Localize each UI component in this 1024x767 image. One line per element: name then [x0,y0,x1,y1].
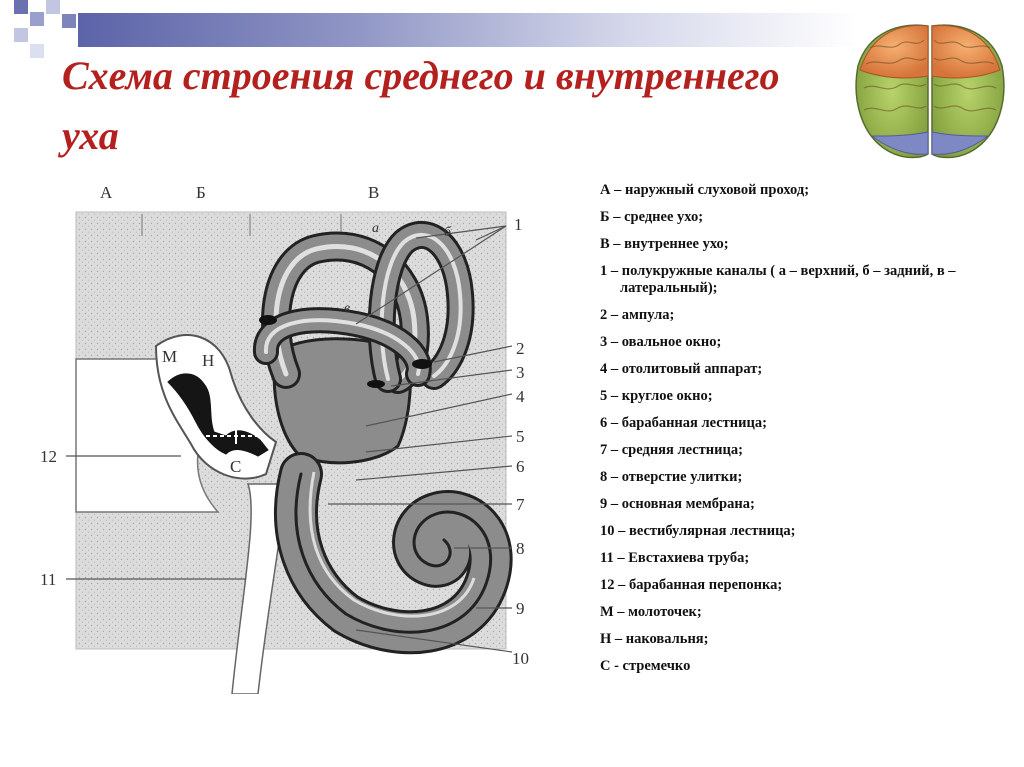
label-A: А [100,183,113,202]
legend-item: Б – среднее ухо; [600,209,704,225]
label-B: Б [196,183,206,202]
corner-square-decoration [14,0,28,14]
label-9: 9 [516,599,525,618]
label-2: 2 [516,339,525,358]
legend-item: 6 – барабанная лестница; [600,415,767,431]
legend-item: 7 – средняя лестница; [600,442,743,458]
legend-item: 12 – барабанная перепонка; [600,577,783,593]
legend-item: С - стремечко [600,658,691,674]
legend-item: М – молоточек; [600,604,702,620]
label-12: 12 [40,447,57,466]
label-V: В [368,183,380,202]
legend-item: А – наружный слуховой проход; [600,182,810,198]
title-bar-decoration [78,13,858,47]
legend-item: 2 – ампула; [600,307,675,323]
label-8: 8 [516,539,525,558]
corner-square-decoration [14,28,28,42]
legend-item: 9 – основная мембрана; [600,496,755,512]
label-7: 7 [516,495,525,514]
label-M: М [162,347,178,366]
corner-square-decoration [30,44,44,58]
legend-list [600,182,1000,685]
label-canal-v: в [344,301,351,316]
label-canal-b: б [444,225,452,240]
label-canal-a: а [372,221,379,236]
brain-frontal-lobe-left [860,25,928,78]
legend-item: 3 – овальное окно; [600,334,722,350]
label-3: 3 [516,363,525,382]
corner-square-decoration [30,12,44,26]
corner-square-decoration [46,0,60,14]
label-4: 4 [516,387,525,406]
legend-item: 5 – круглое окно; [600,388,713,404]
brain-image [850,18,1010,163]
label-1: 1 [514,215,523,234]
legend-item: Н – наковальня; [600,631,709,647]
corner-square-decoration [62,14,76,28]
label-N: Н [202,351,215,370]
ear-structure-diagram [36,174,556,694]
legend-item: 1 – полукружные каналы ( а – верхний, б – задний, в – латеральный); [600,263,956,296]
legend-item: 4 – отолитовый аппарат; [600,361,763,377]
label-C: С [230,457,242,476]
legend-item: 10 – вестибулярная лестница; [600,523,796,539]
brain-frontal-lobe-right [932,25,1000,78]
legend-item: В – внутреннее ухо; [600,236,729,252]
legend-item: 8 – отверстие улитки; [600,469,743,485]
label-5: 5 [516,427,525,446]
slide-title: Схема строения среднего и внутреннего уха [62,53,780,158]
label-10: 10 [512,649,529,668]
label-6: 6 [516,457,525,476]
legend-item: 11 – Евстахиева труба; [600,550,750,566]
label-11: 11 [40,570,57,589]
